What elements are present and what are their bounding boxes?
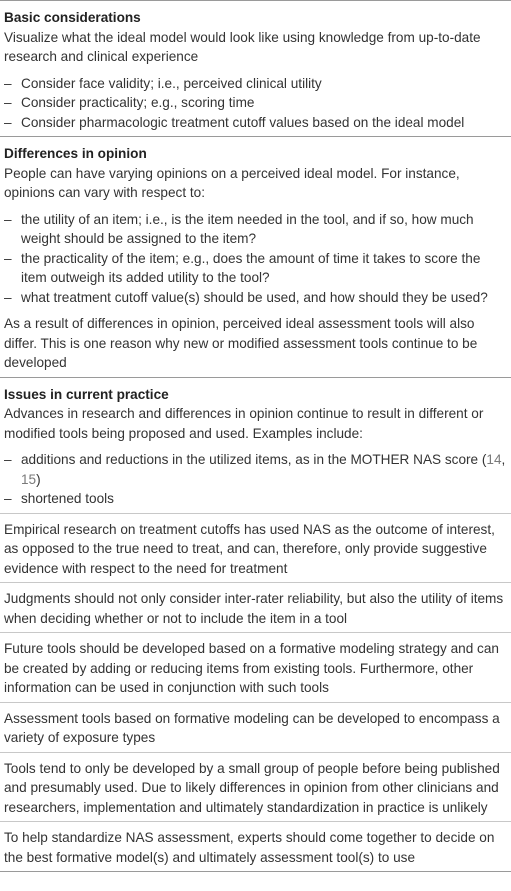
section-basic-considerations	[0, 1, 511, 136]
list-item-text: Consider pharmacologic treatment cutoff values based on the ideal model	[21, 114, 465, 130]
list-item	[4, 74, 507, 94]
dash-marker: –	[4, 289, 12, 305]
list-item	[4, 288, 507, 308]
section-intro: People can have varying opinions on a perceived ideal model. For instance, opinions can vary with respect to:	[4, 165, 460, 200]
dash-marker: –	[4, 75, 12, 91]
list-item	[4, 249, 507, 288]
block-text: Empirical research on treatment cutoffs has used NAS as the outcome of interest, as opposed to the true need to treat, and can, therefore, only provide suggestive evidence with respect to the need for treatment	[4, 521, 495, 576]
list-item-text: additions and reductions in the utilized items, as in the MOTHER NAS score (	[21, 452, 487, 467]
list-item-text: shortened tools	[21, 491, 114, 506]
list-item-text: Consider face validity; i.e., perceived clinical utility	[21, 75, 322, 91]
block-text: Judgments should not only consider inter-rater reliability, but also the utility of items when deciding whether or not to include the item in a tool	[4, 591, 504, 626]
block-text: Future tools should be developed based on a formative modeling strategy and can be created by adding or reducing items from existing tools. Furthermore, other information can be used in conjunction with such tools	[4, 641, 499, 695]
list-item-text: what treatment cutoff value(s) should be used, and how should they be used?	[21, 289, 488, 305]
dash-marker: –	[4, 95, 12, 110]
issue-block	[0, 582, 511, 632]
issue-block	[0, 821, 511, 872]
reference-separator: ,	[501, 452, 506, 467]
list-item	[4, 450, 507, 489]
dash-marker: –	[4, 114, 12, 130]
section-heading: Differences in opinion	[4, 146, 147, 161]
dash-marker: –	[4, 491, 12, 506]
section-differences-in-opinion	[0, 136, 511, 377]
block-text: Tools tend to only be developed by a small group of people before being published and presumably used. Due to likely differences in opinion from other clinicians and researchers, implementation and ultimately standardization in practice is unlikely	[4, 760, 500, 815]
section-heading: Issues in current practice	[4, 386, 169, 402]
reference-close: )	[36, 471, 41, 487]
section-intro: Advances in research and differences in opinion continue to result in different or modified tools being proposed and used. Examples include:	[4, 406, 484, 441]
issue-block	[0, 702, 511, 752]
list-item	[4, 489, 507, 509]
list-item	[4, 93, 507, 113]
issue-block	[0, 632, 511, 702]
block-text: Assessment tools based on formative modeling can be developed to encompass a variety of exposure types	[4, 710, 500, 745]
section-heading: Basic considerations	[4, 10, 141, 25]
section-intro: Visualize what the ideal model would look like using knowledge from up-to-date research and clinical experience	[4, 29, 481, 64]
list-item-text: the utility of an item; i.e., is the item needed in the tool, and if so, how much weight should be assigned to the item?	[21, 211, 474, 246]
reference-link[interactable]: 15	[21, 471, 37, 487]
dash-marker: –	[4, 250, 12, 266]
bullet-list	[4, 210, 507, 308]
issue-block	[0, 752, 511, 822]
bullet-list	[4, 450, 507, 509]
list-item-text: Consider practicality; e.g., scoring time	[21, 95, 255, 110]
reference-link[interactable]: 14	[486, 452, 502, 467]
issue-block	[0, 513, 511, 583]
block-text: To help standardize NAS assessment, experts should come together to decide on the best formative model(s) and ultimately assessment tool(s) to use	[4, 830, 495, 865]
list-item	[4, 210, 507, 249]
dash-marker: –	[4, 452, 12, 467]
section-outro: As a result of differences in opinion, perceived ideal assessment tools will also differ. This is one reason why new or modified assessment tools continue to be developed	[4, 316, 478, 370]
bullet-list	[4, 74, 507, 133]
dash-marker: –	[4, 211, 12, 227]
section-issues-in-current-practice	[0, 377, 511, 513]
list-item-text: the practicality of the item; e.g., does the amount of time it takes to score the item outweigh its added utility to the tool?	[21, 250, 481, 285]
list-item	[4, 113, 507, 133]
